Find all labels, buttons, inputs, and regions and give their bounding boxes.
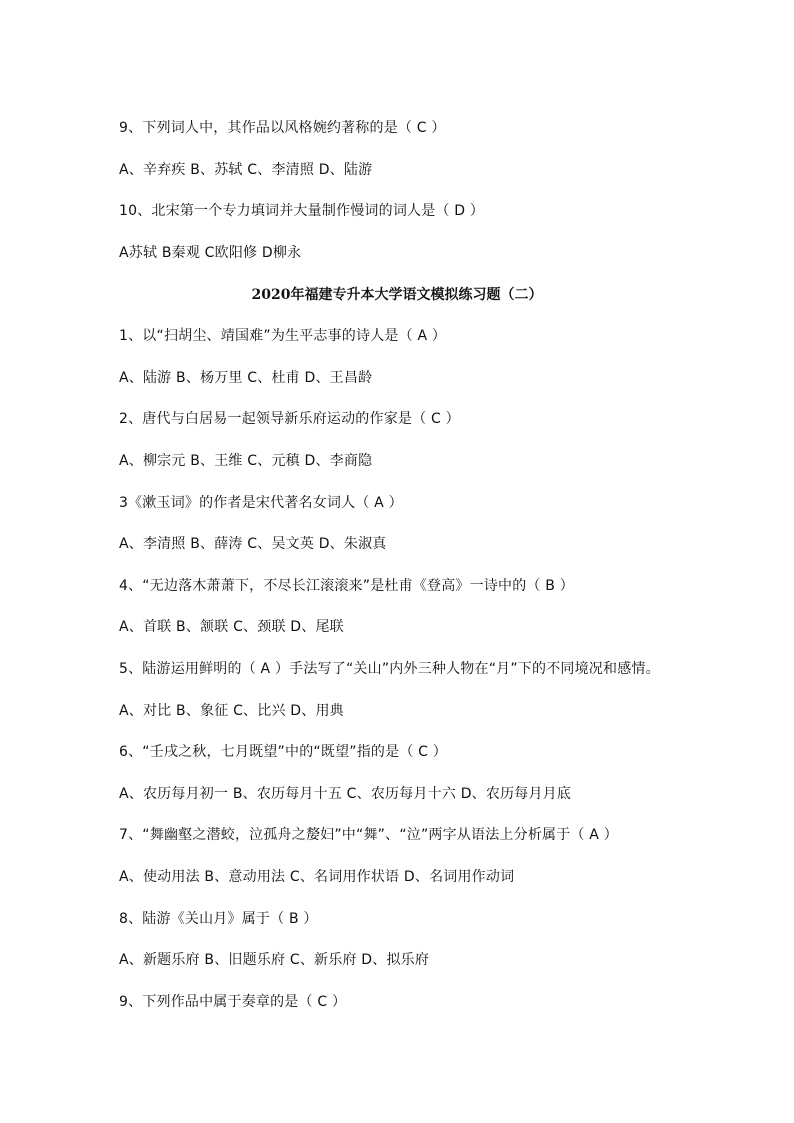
q4-prompt: 4、“无边落木萧萧下，不尽长江滚滚来”是杜甫《登高》一诗中的（ B ） <box>119 578 574 594</box>
question-9-prompt: 9、下列词人中，其作品以风格婉约著称的是（ C ） <box>119 120 446 136</box>
q6-prompt: 6、“壬戌之秋，七月既望”中的“既望”指的是（ C ） <box>119 744 447 760</box>
q3-prompt: 3《漱玉词》的作者是宋代著名女词人（ A ） <box>119 495 403 511</box>
question-9-options: A、辛弃疾 B、苏轼 C、李清照 D、陆游 <box>119 162 373 178</box>
q3-options: A、李清照 B、薛涛 C、吴文英 D、朱淑真 <box>119 536 387 552</box>
q5-prompt: 5、陆游运用鲜明的（ A ）手法写了“关山”内外三种人物在“月”下的不同境况和感情。 <box>119 661 660 677</box>
q8-options: A、新题乐府 B、旧题乐府 C、新乐府 D、拟乐府 <box>119 952 430 968</box>
q5-options: A、对比 B、象征 C、比兴 D、用典 <box>119 703 344 719</box>
q7-options: A、使动用法 B、意动用法 C、名词用作状语 D、名词用作动词 <box>119 869 515 885</box>
q8-prompt: 8、陆游《关山月》属于（ B ） <box>119 911 318 927</box>
q7-prompt: 7、“舞幽壑之潜蛟，泣孤舟之嫠妇”中“舞”、“泣”两字从语法上分析属于（ A ） <box>119 827 618 843</box>
q4-options: A、首联 B、颔联 C、颈联 D、尾联 <box>119 619 344 635</box>
q9-prompt: 9、下列作品中属于奏章的是（ C ） <box>119 994 347 1010</box>
q6-options: A、农历每月初一 B、农历每月十五 C、农历每月十六 D、农历每月月底 <box>119 786 572 802</box>
section-title: 2020年福建专升本大学语文模拟练习题（二） <box>251 287 543 303</box>
question-10-prompt: 10、北宋第一个专力填词并大量制作慢词的词人是（ D ） <box>119 203 485 219</box>
q1-prompt: 1、以“扫胡尘、靖国难”为生平志事的诗人是（ A ） <box>119 328 447 344</box>
q1-options: A、陆游 B、杨万里 C、杜甫 D、王昌龄 <box>119 370 373 386</box>
q2-prompt: 2、唐代与白居易一起领导新乐府运动的作家是（ C ） <box>119 411 460 427</box>
question-10-options: A苏轼 B秦观 C欧阳修 D柳永 <box>119 245 302 261</box>
q2-options: A、柳宗元 B、王维 C、元稹 D、李商隐 <box>119 453 373 469</box>
